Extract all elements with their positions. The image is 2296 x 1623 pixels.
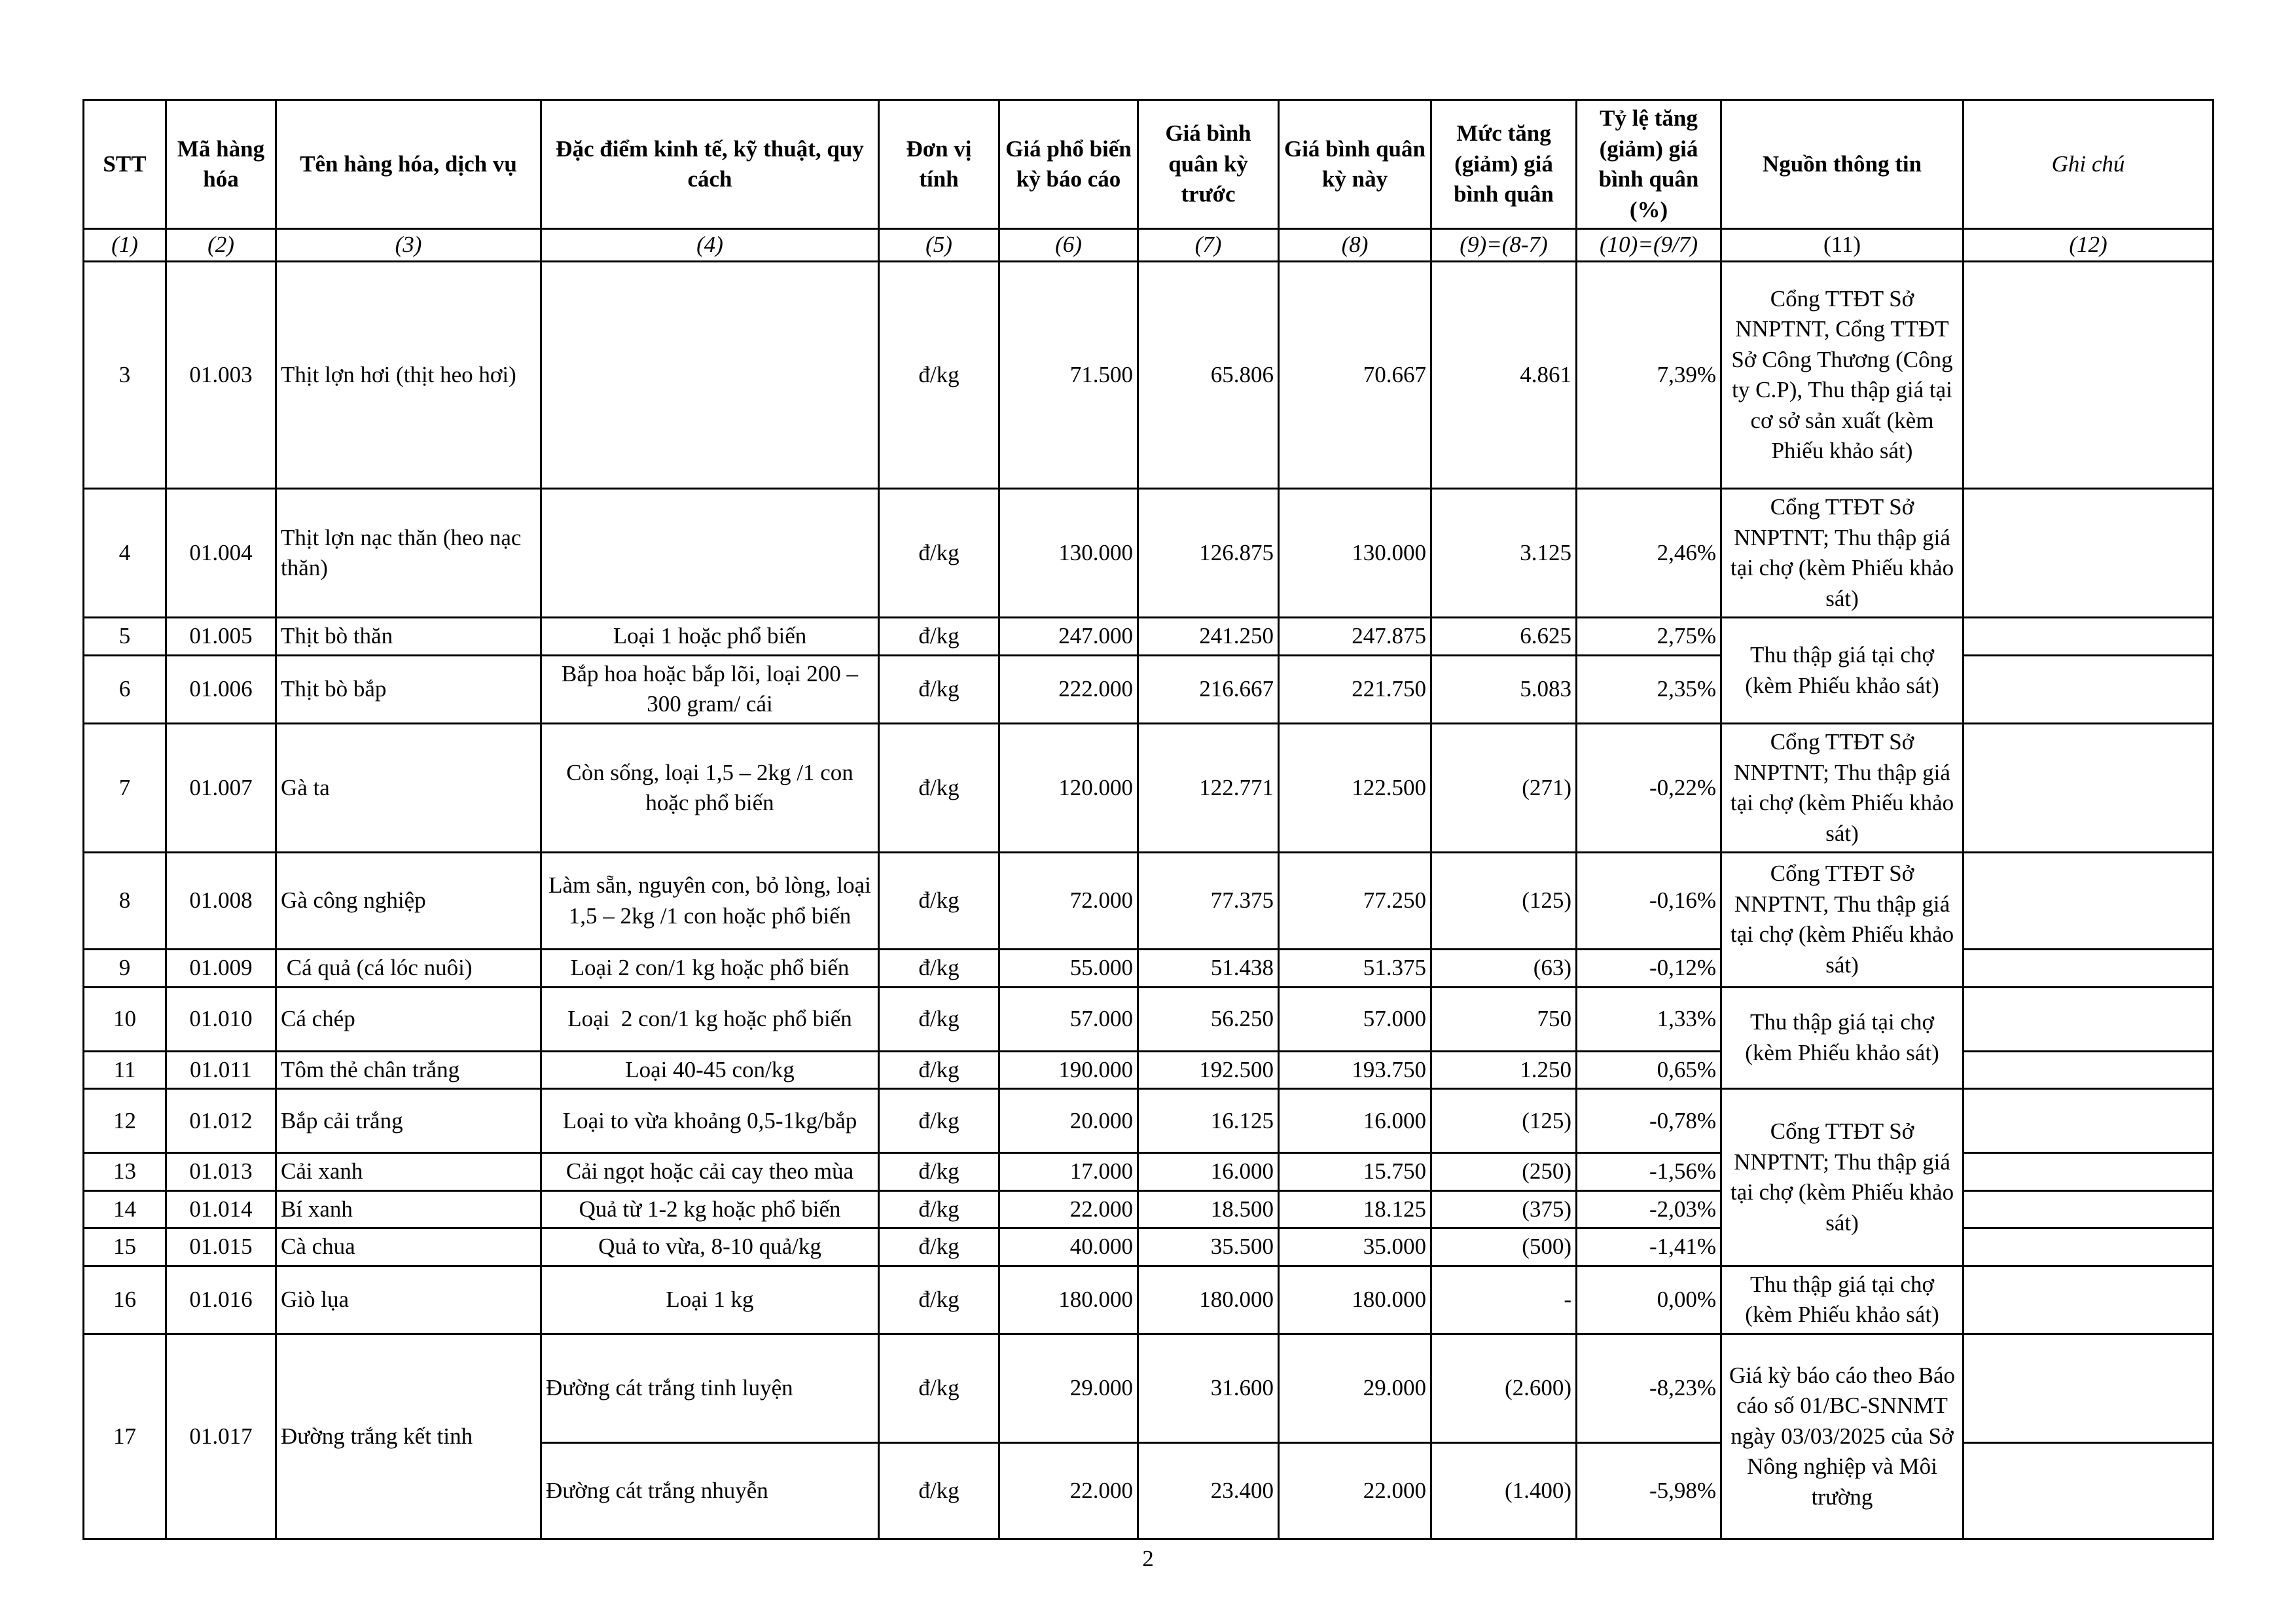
price-current-cell: 18.125 bbox=[1279, 1190, 1431, 1228]
stt-cell: 11 bbox=[84, 1051, 166, 1089]
change-cell: 3.125 bbox=[1431, 489, 1577, 618]
price-prev-cell: 122.771 bbox=[1138, 724, 1279, 853]
spec-cell: Còn sống, loại 1,5 – 2kg /1 con hoặc phổ biến bbox=[541, 724, 879, 853]
source-cell: Cổng TTĐT Sở NNPTNT, Thu thập giá tại chợ (kèm Phiếu khảo sát) bbox=[1721, 853, 1964, 988]
note-cell bbox=[1964, 1443, 2214, 1539]
unit-cell: đ/kg bbox=[879, 1051, 999, 1089]
price-current-cell: 57.000 bbox=[1279, 987, 1431, 1051]
price-prev-cell: 51.438 bbox=[1138, 950, 1279, 988]
unit-cell: đ/kg bbox=[879, 262, 999, 489]
change-cell: (271) bbox=[1431, 724, 1577, 853]
change-cell: 6.625 bbox=[1431, 618, 1577, 656]
spec-cell bbox=[541, 489, 879, 618]
name-cell: Bắp cải trắng bbox=[276, 1089, 541, 1153]
index-9: (9)=(8-7) bbox=[1431, 229, 1577, 262]
source-cell: Thu thập giá tại chợ (kèm Phiếu khảo sát) bbox=[1721, 618, 1964, 724]
price-common-cell: 17.000 bbox=[999, 1153, 1138, 1191]
unit-cell: đ/kg bbox=[879, 1190, 999, 1228]
header-price-current: Giá bình quân kỳ này bbox=[1279, 100, 1431, 229]
price-prev-cell: 77.375 bbox=[1138, 853, 1279, 950]
unit-cell: đ/kg bbox=[879, 853, 999, 950]
change-rate-cell: 7,39% bbox=[1577, 262, 1721, 489]
price-common-cell: 72.000 bbox=[999, 853, 1138, 950]
table-row bbox=[84, 262, 2214, 489]
change-rate-cell: -0,16% bbox=[1577, 853, 1721, 950]
change-rate-cell: -5,98% bbox=[1577, 1443, 1721, 1539]
name-cell: Gà công nghiệp bbox=[276, 853, 541, 950]
change-rate-cell: -0,22% bbox=[1577, 724, 1721, 853]
stt-cell: 14 bbox=[84, 1190, 166, 1228]
code-cell: 01.003 bbox=[166, 262, 276, 489]
change-rate-cell: 2,75% bbox=[1577, 618, 1721, 656]
price-common-cell: 57.000 bbox=[999, 987, 1138, 1051]
note-cell bbox=[1964, 1266, 2214, 1334]
code-cell: 01.013 bbox=[166, 1153, 276, 1191]
change-cell: (1.400) bbox=[1431, 1443, 1577, 1539]
index-2: (2) bbox=[166, 229, 276, 262]
spec-cell: Quả to vừa, 8-10 quả/kg bbox=[541, 1228, 879, 1266]
table-row bbox=[84, 1334, 2214, 1443]
note-cell bbox=[1964, 1228, 2214, 1266]
stt-cell: 4 bbox=[84, 489, 166, 618]
note-cell bbox=[1964, 724, 2214, 853]
stt-cell: 5 bbox=[84, 618, 166, 656]
unit-cell: đ/kg bbox=[879, 724, 999, 853]
stt-cell: 16 bbox=[84, 1266, 166, 1334]
index-10: (10)=(9/7) bbox=[1577, 229, 1721, 262]
name-cell: Đường trắng kết tinh bbox=[276, 1334, 541, 1539]
price-prev-cell: 216.667 bbox=[1138, 655, 1279, 723]
code-cell: 01.016 bbox=[166, 1266, 276, 1334]
price-table-container bbox=[82, 99, 2212, 1508]
index-7: (7) bbox=[1138, 229, 1279, 262]
price-common-cell: 20.000 bbox=[999, 1089, 1138, 1153]
index-8: (8) bbox=[1279, 229, 1431, 262]
note-cell bbox=[1964, 262, 2214, 489]
spec-cell: Quả từ 1-2 kg hoặc phổ biến bbox=[541, 1190, 879, 1228]
price-current-cell: 122.500 bbox=[1279, 724, 1431, 853]
price-current-cell: 70.667 bbox=[1279, 262, 1431, 489]
note-cell bbox=[1964, 853, 2214, 950]
price-current-cell: 180.000 bbox=[1279, 1266, 1431, 1334]
price-prev-cell: 16.125 bbox=[1138, 1089, 1279, 1153]
table-row bbox=[84, 853, 2214, 950]
source-cell: Cổng TTĐT Sở NNPTNT, Cổng TTĐT Sở Công Thương (Công ty C.P), Thu thập giá tại cơ sở sản xuất (kèm Phiếu khảo sát) bbox=[1721, 262, 1964, 489]
spec-cell: Đường cát trắng tinh luyện bbox=[541, 1334, 879, 1443]
price-common-cell: 22.000 bbox=[999, 1190, 1138, 1228]
stt-cell: 7 bbox=[84, 724, 166, 853]
price-current-cell: 221.750 bbox=[1279, 655, 1431, 723]
price-common-cell: 71.500 bbox=[999, 262, 1138, 489]
price-table bbox=[82, 99, 2214, 1540]
stt-cell: 3 bbox=[84, 262, 166, 489]
change-cell: (2.600) bbox=[1431, 1334, 1577, 1443]
name-cell: Cá chép bbox=[276, 987, 541, 1051]
change-rate-cell: -2,03% bbox=[1577, 1190, 1721, 1228]
change-rate-cell: -0,12% bbox=[1577, 950, 1721, 988]
table-row bbox=[84, 1266, 2214, 1334]
name-cell: Thịt bò bắp bbox=[276, 655, 541, 723]
note-cell bbox=[1964, 1089, 2214, 1153]
price-prev-cell: 16.000 bbox=[1138, 1153, 1279, 1191]
name-cell: Cà chua bbox=[276, 1228, 541, 1266]
table-row bbox=[84, 724, 2214, 853]
header-code: Mã hàng hóa bbox=[166, 100, 276, 229]
header-spec: Đặc điểm kinh tế, kỹ thuật, quy cách bbox=[541, 100, 879, 229]
spec-cell: Loại 40-45 con/kg bbox=[541, 1051, 879, 1089]
name-cell: Tôm thẻ chân trắng bbox=[276, 1051, 541, 1089]
note-cell bbox=[1964, 987, 2214, 1051]
name-cell: Cá quả (cá lóc nuôi) bbox=[276, 950, 541, 988]
change-cell: 750 bbox=[1431, 987, 1577, 1051]
price-prev-cell: 18.500 bbox=[1138, 1190, 1279, 1228]
index-11: (11) bbox=[1721, 229, 1964, 262]
header-price-prev: Giá bình quân kỳ trước bbox=[1138, 100, 1279, 229]
price-prev-cell: 35.500 bbox=[1138, 1228, 1279, 1266]
change-cell: 5.083 bbox=[1431, 655, 1577, 723]
header-price-common: Giá phổ biến kỳ báo cáo bbox=[999, 100, 1138, 229]
source-cell: Giá kỳ báo cáo theo Báo cáo số 01/BC-SNNMT ngày 03/03/2025 của Sở Nông nghiệp và Môi trường bbox=[1721, 1334, 1964, 1539]
code-cell: 01.010 bbox=[166, 987, 276, 1051]
header-source: Nguồn thông tin bbox=[1721, 100, 1964, 229]
stt-cell: 8 bbox=[84, 853, 166, 950]
page-number: 2 bbox=[1142, 1546, 1154, 1571]
index-4: (4) bbox=[541, 229, 879, 262]
spec-cell: Làm sẵn, nguyên con, bỏ lòng, loại 1,5 – 2kg /1 con hoặc phổ biến bbox=[541, 853, 879, 950]
source-cell: Thu thập giá tại chợ (kèm Phiếu khảo sát) bbox=[1721, 987, 1964, 1089]
stt-cell: 6 bbox=[84, 655, 166, 723]
change-rate-cell: 2,46% bbox=[1577, 489, 1721, 618]
price-current-cell: 29.000 bbox=[1279, 1334, 1431, 1443]
code-cell: 01.004 bbox=[166, 489, 276, 618]
stt-cell: 9 bbox=[84, 950, 166, 988]
header-row bbox=[84, 100, 2214, 229]
price-common-cell: 130.000 bbox=[999, 489, 1138, 618]
unit-cell: đ/kg bbox=[879, 1334, 999, 1443]
price-prev-cell: 23.400 bbox=[1138, 1443, 1279, 1539]
note-cell bbox=[1964, 1051, 2214, 1089]
source-cell: Cổng TTĐT Sở NNPTNT; Thu thập giá tại chợ (kèm Phiếu khảo sát) bbox=[1721, 489, 1964, 618]
spec-cell: Loại to vừa khoảng 0,5-1kg/bắp bbox=[541, 1089, 879, 1153]
table-row bbox=[84, 489, 2214, 618]
unit-cell: đ/kg bbox=[879, 1266, 999, 1334]
price-common-cell: 22.000 bbox=[999, 1443, 1138, 1539]
spec-cell bbox=[541, 262, 879, 489]
name-cell: Cải xanh bbox=[276, 1153, 541, 1191]
change-cell: (250) bbox=[1431, 1153, 1577, 1191]
stt-cell: 17 bbox=[84, 1334, 166, 1539]
spec-cell: Loại 2 con/1 kg hoặc phổ biến bbox=[541, 950, 879, 988]
code-cell: 01.008 bbox=[166, 853, 276, 950]
code-cell: 01.012 bbox=[166, 1089, 276, 1153]
price-current-cell: 77.250 bbox=[1279, 853, 1431, 950]
code-cell: 01.011 bbox=[166, 1051, 276, 1089]
unit-cell: đ/kg bbox=[879, 655, 999, 723]
note-cell bbox=[1964, 950, 2214, 988]
change-cell: (500) bbox=[1431, 1228, 1577, 1266]
header-stt: STT bbox=[84, 100, 166, 229]
code-cell: 01.014 bbox=[166, 1190, 276, 1228]
spec-cell: Loại 2 con/1 kg hoặc phổ biến bbox=[541, 987, 879, 1051]
index-6: (6) bbox=[999, 229, 1138, 262]
change-rate-cell: -1,56% bbox=[1577, 1153, 1721, 1191]
unit-cell: đ/kg bbox=[879, 987, 999, 1051]
code-cell: 01.005 bbox=[166, 618, 276, 656]
price-common-cell: 40.000 bbox=[999, 1228, 1138, 1266]
stt-cell: 15 bbox=[84, 1228, 166, 1266]
name-cell: Thịt lợn nạc thăn (heo nạc thăn) bbox=[276, 489, 541, 618]
price-prev-cell: 241.250 bbox=[1138, 618, 1279, 656]
header-unit: Đơn vị tính bbox=[879, 100, 999, 229]
unit-cell: đ/kg bbox=[879, 1228, 999, 1266]
price-prev-cell: 126.875 bbox=[1138, 489, 1279, 618]
code-cell: 01.017 bbox=[166, 1334, 276, 1539]
note-cell bbox=[1964, 489, 2214, 618]
price-current-cell: 35.000 bbox=[1279, 1228, 1431, 1266]
name-cell: Gà ta bbox=[276, 724, 541, 853]
change-cell: 1.250 bbox=[1431, 1051, 1577, 1089]
spec-cell: Loại 1 kg bbox=[541, 1266, 879, 1334]
stt-cell: 10 bbox=[84, 987, 166, 1051]
note-cell bbox=[1964, 1334, 2214, 1443]
change-cell: (63) bbox=[1431, 950, 1577, 988]
index-12: (12) bbox=[1964, 229, 2214, 262]
change-rate-cell: -8,23% bbox=[1577, 1334, 1721, 1443]
spec-cell: Cải ngọt hoặc cải cay theo mùa bbox=[541, 1153, 879, 1191]
code-cell: 01.006 bbox=[166, 655, 276, 723]
index-1: (1) bbox=[84, 229, 166, 262]
price-common-cell: 29.000 bbox=[999, 1334, 1138, 1443]
change-rate-cell: 0,00% bbox=[1577, 1266, 1721, 1334]
price-common-cell: 190.000 bbox=[999, 1051, 1138, 1089]
index-5: (5) bbox=[879, 229, 999, 262]
name-cell: Giò lụa bbox=[276, 1266, 541, 1334]
table-row bbox=[84, 1089, 2214, 1153]
price-prev-cell: 31.600 bbox=[1138, 1334, 1279, 1443]
name-cell: Thịt bò thăn bbox=[276, 618, 541, 656]
price-common-cell: 247.000 bbox=[999, 618, 1138, 656]
price-current-cell: 51.375 bbox=[1279, 950, 1431, 988]
change-rate-cell: -1,41% bbox=[1577, 1228, 1721, 1266]
unit-cell: đ/kg bbox=[879, 489, 999, 618]
price-common-cell: 180.000 bbox=[999, 1266, 1138, 1334]
stt-cell: 13 bbox=[84, 1153, 166, 1191]
price-current-cell: 193.750 bbox=[1279, 1051, 1431, 1089]
note-cell bbox=[1964, 655, 2214, 723]
spec-cell: Bắp hoa hoặc bắp lõi, loại 200 – 300 gram/ cái bbox=[541, 655, 879, 723]
price-common-cell: 55.000 bbox=[999, 950, 1138, 988]
header-change: Mức tăng (giảm) giá bình quân bbox=[1431, 100, 1577, 229]
price-prev-cell: 180.000 bbox=[1138, 1266, 1279, 1334]
source-cell: Thu thập giá tại chợ (kèm Phiếu khảo sát) bbox=[1721, 1266, 1964, 1334]
header-note: Ghi chú bbox=[1964, 100, 2214, 229]
code-cell: 01.007 bbox=[166, 724, 276, 853]
name-cell: Bí xanh bbox=[276, 1190, 541, 1228]
name-cell: Thịt lợn hơi (thịt heo hơi) bbox=[276, 262, 541, 489]
note-cell bbox=[1964, 1153, 2214, 1191]
change-rate-cell: 0,65% bbox=[1577, 1051, 1721, 1089]
table-row bbox=[84, 618, 2214, 656]
change-rate-cell: -0,78% bbox=[1577, 1089, 1721, 1153]
note-cell bbox=[1964, 1190, 2214, 1228]
unit-cell: đ/kg bbox=[879, 1089, 999, 1153]
change-cell: (375) bbox=[1431, 1190, 1577, 1228]
change-cell: - bbox=[1431, 1266, 1577, 1334]
unit-cell: đ/kg bbox=[879, 1153, 999, 1191]
price-common-cell: 120.000 bbox=[999, 724, 1138, 853]
source-cell: Cổng TTĐT Sở NNPTNT; Thu thập giá tại chợ (kèm Phiếu khảo sát) bbox=[1721, 1089, 1964, 1266]
header-change-rate: Tỷ lệ tăng (giảm) giá bình quân (%) bbox=[1577, 100, 1721, 229]
change-cell: (125) bbox=[1431, 853, 1577, 950]
unit-cell: đ/kg bbox=[879, 950, 999, 988]
stt-cell: 12 bbox=[84, 1089, 166, 1153]
header-name: Tên hàng hóa, dịch vụ bbox=[276, 100, 541, 229]
unit-cell: đ/kg bbox=[879, 618, 999, 656]
price-prev-cell: 192.500 bbox=[1138, 1051, 1279, 1089]
source-cell: Cổng TTĐT Sở NNPTNT; Thu thập giá tại chợ (kèm Phiếu khảo sát) bbox=[1721, 724, 1964, 853]
note-cell bbox=[1964, 618, 2214, 656]
spec-cell: Đường cát trắng nhuyễn bbox=[541, 1443, 879, 1539]
price-current-cell: 247.875 bbox=[1279, 618, 1431, 656]
change-cell: 4.861 bbox=[1431, 262, 1577, 489]
table-row bbox=[84, 987, 2214, 1051]
spec-cell: Loại 1 hoặc phổ biến bbox=[541, 618, 879, 656]
header-index-row bbox=[84, 229, 2214, 262]
price-current-cell: 130.000 bbox=[1279, 489, 1431, 618]
price-current-cell: 15.750 bbox=[1279, 1153, 1431, 1191]
unit-cell: đ/kg bbox=[879, 1443, 999, 1539]
change-rate-cell: 2,35% bbox=[1577, 655, 1721, 723]
price-common-cell: 222.000 bbox=[999, 655, 1138, 723]
index-3: (3) bbox=[276, 229, 541, 262]
price-prev-cell: 65.806 bbox=[1138, 262, 1279, 489]
price-current-cell: 16.000 bbox=[1279, 1089, 1431, 1153]
code-cell: 01.015 bbox=[166, 1228, 276, 1266]
change-cell: (125) bbox=[1431, 1089, 1577, 1153]
code-cell: 01.009 bbox=[166, 950, 276, 988]
price-prev-cell: 56.250 bbox=[1138, 987, 1279, 1051]
change-rate-cell: 1,33% bbox=[1577, 987, 1721, 1051]
price-current-cell: 22.000 bbox=[1279, 1443, 1431, 1539]
